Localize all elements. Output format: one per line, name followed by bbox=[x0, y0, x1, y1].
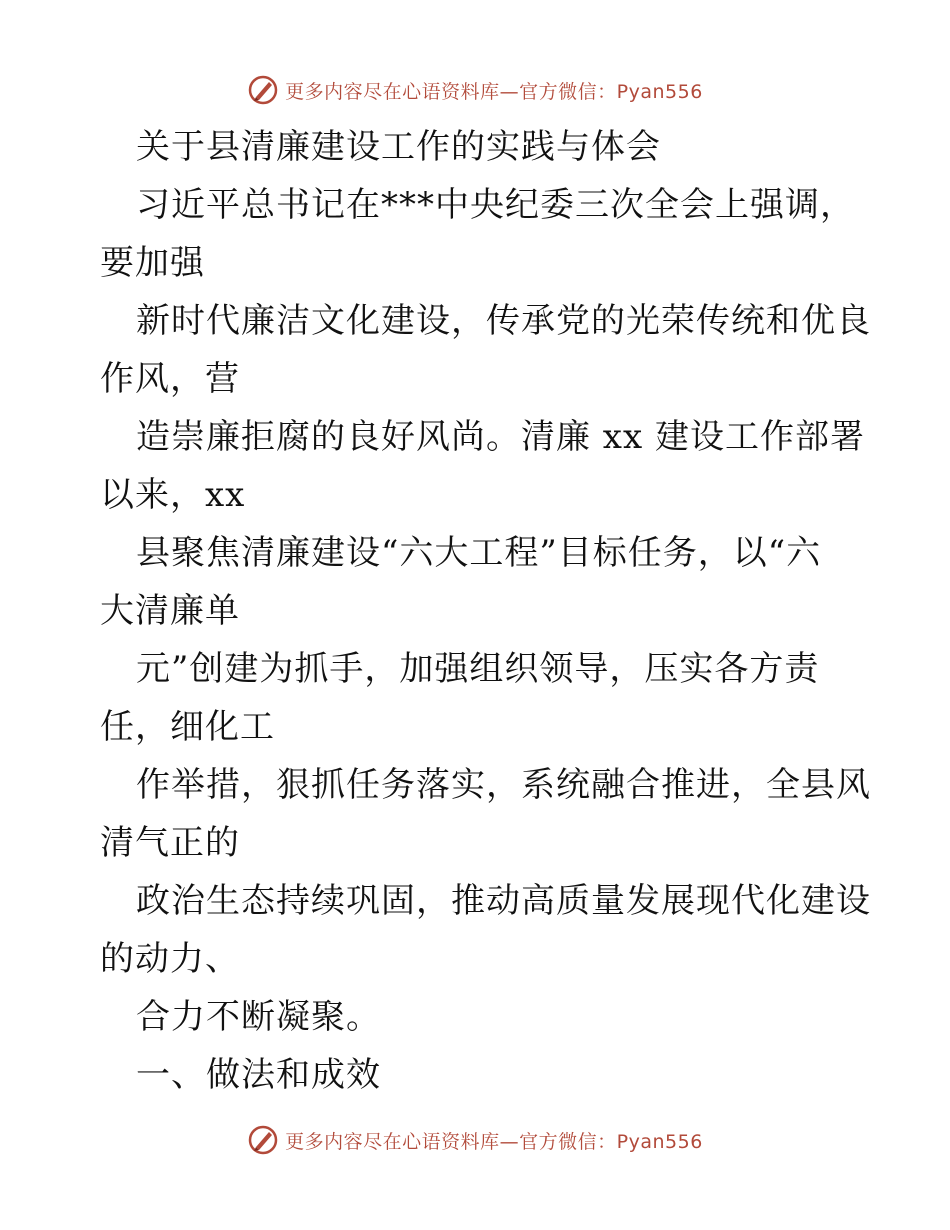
paragraph-line: 新时代廉洁文化建设，传承党的光荣传统和优良 bbox=[136, 301, 871, 341]
paragraph-line: 元”创建为抓手，加强组织领导，压实各方责 bbox=[136, 649, 820, 689]
paragraph-line: 作举措，狠抓任务落实，系统融合推进，全县风 bbox=[136, 765, 871, 805]
section-heading: 一、做法和成效 bbox=[136, 1055, 381, 1095]
pen-logo-icon bbox=[247, 74, 279, 106]
document-body bbox=[100, 118, 871, 1104]
paragraph-line: 的动力、 bbox=[100, 939, 240, 979]
paragraph-line: 造崇廉拒腐的良好风尚。清廉 xx 建设工作部署 bbox=[136, 417, 865, 457]
paragraph-line: 作风，营 bbox=[100, 359, 240, 399]
header-watermark bbox=[0, 70, 950, 110]
paragraph-line: 政治生态持续巩固，推动高质量发展现代化建设 bbox=[136, 881, 871, 921]
paragraph-line: 合力不断凝聚。 bbox=[136, 997, 381, 1037]
watermark-text: 更多内容尽在心语资料库—官方微信：Pyan556 bbox=[285, 1130, 703, 1153]
pen-logo-icon bbox=[247, 1124, 279, 1156]
footer-watermark bbox=[0, 1120, 950, 1160]
paragraph-line: 以来，xx bbox=[100, 475, 246, 515]
paragraph-line: 习近平总书记在***中央纪委三次全会上强调， bbox=[136, 185, 855, 225]
paragraph-line: 任，细化工 bbox=[100, 707, 275, 747]
paragraph-line: 要加强 bbox=[100, 243, 205, 283]
paragraph-line: 大清廉单 bbox=[100, 591, 240, 631]
document-title: 关于县清廉建设工作的实践与体会 bbox=[136, 127, 661, 167]
paragraph-line: 县聚焦清廉建设“六大工程”目标任务，以“六 bbox=[136, 533, 822, 573]
paragraph-line: 清气正的 bbox=[100, 823, 240, 863]
watermark-text: 更多内容尽在心语资料库—官方微信：Pyan556 bbox=[285, 80, 703, 103]
